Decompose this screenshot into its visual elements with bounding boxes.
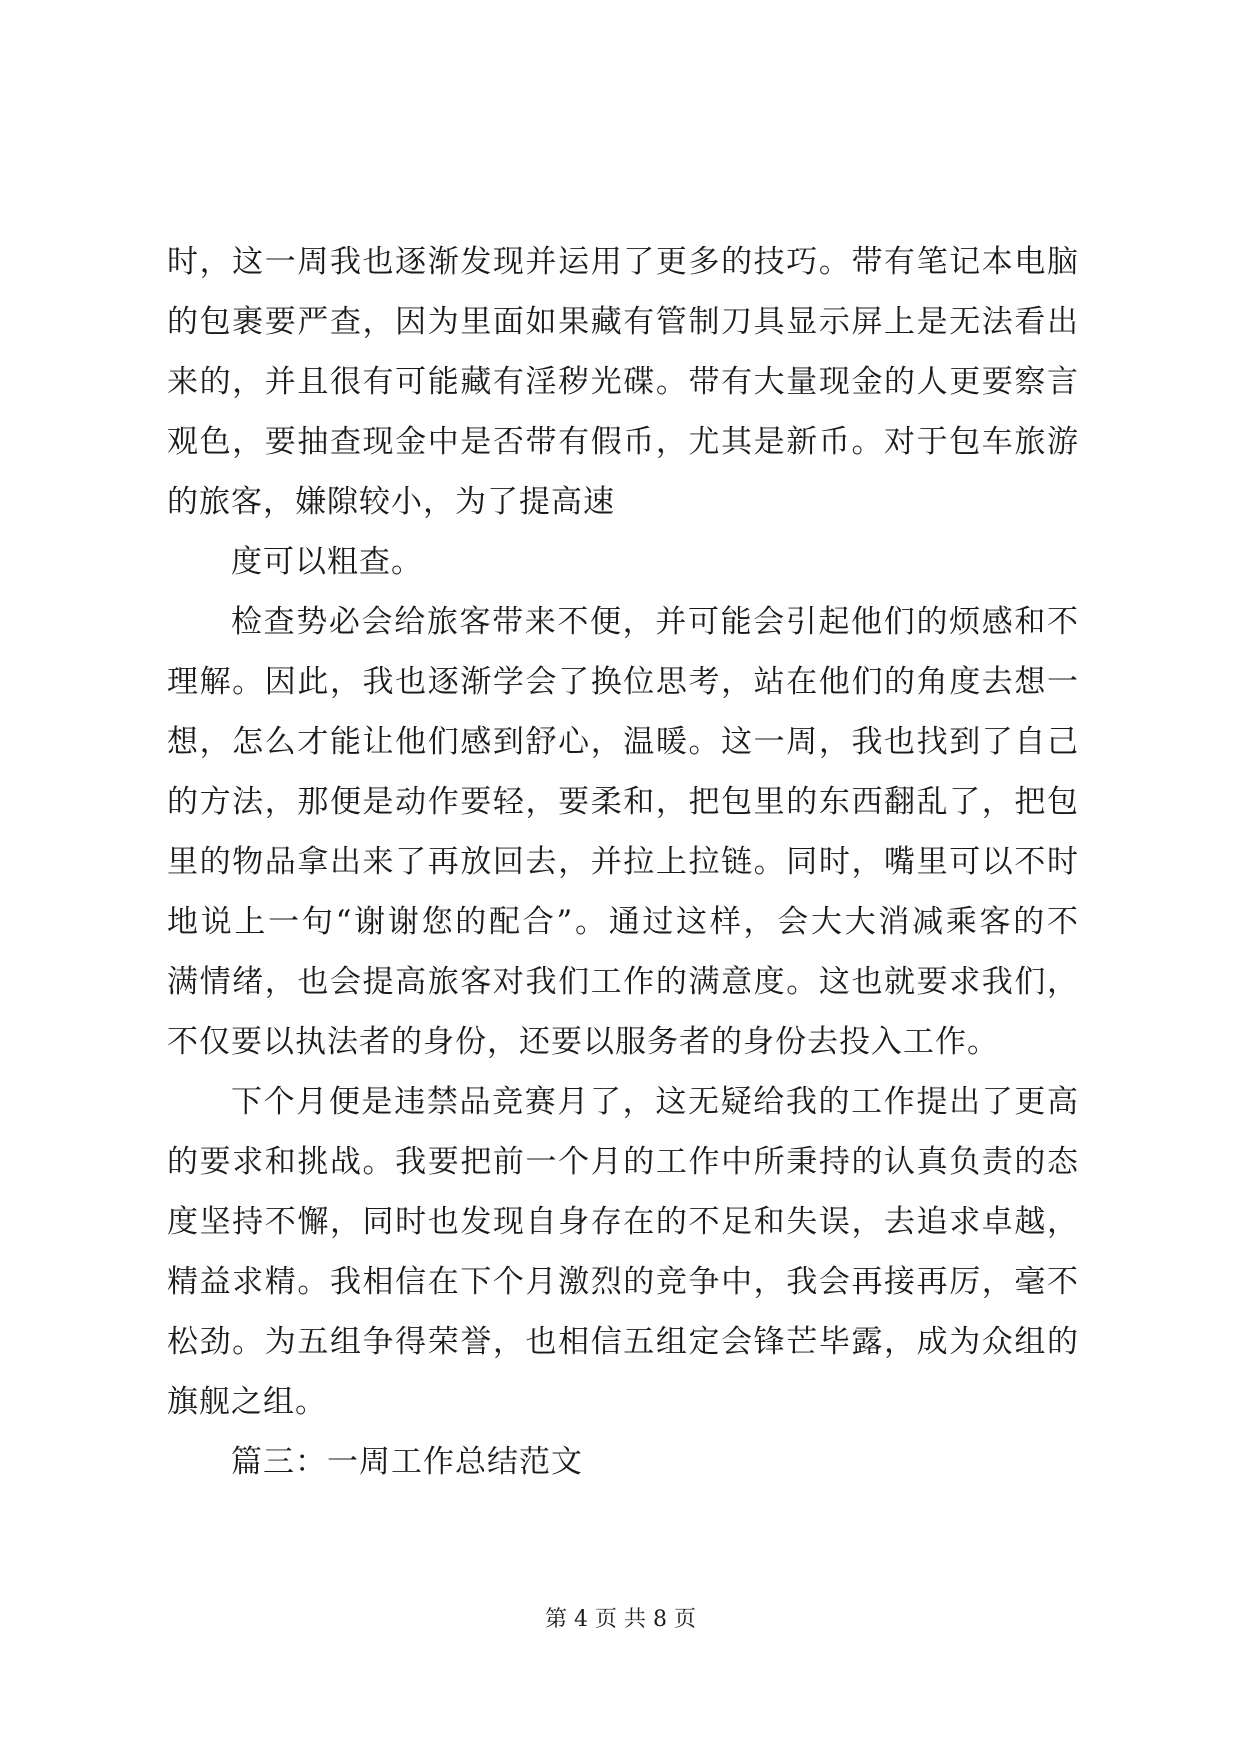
page-number: 第 4 页 共 8 页 bbox=[545, 1607, 696, 1632]
text-line: 观色，要抽查现金中是否带有假币，尤其是新币。对于包车旅游 bbox=[167, 424, 1079, 460]
text-line: 想，怎么才能让他们感到舒心，温暖。这一周，我也找到了自己 bbox=[167, 724, 1079, 760]
text-line: 理解。因此，我也逐渐学会了换位思考，站在他们的角度去想一 bbox=[167, 664, 1079, 700]
text-line: 松劲。为五组争得荣誉，也相信五组定会锋芒毕露，成为众组的 bbox=[167, 1324, 1079, 1360]
text-line: 来的，并且很有可能藏有淫秽光碟。带有大量现金的人更要察言 bbox=[167, 364, 1079, 400]
text-line: 的包裹要严查，因为里面如果藏有管制刀具显示屏上是无法看出 bbox=[167, 304, 1079, 340]
document-body bbox=[167, 232, 1079, 1492]
text-line: 度可以粗查。 bbox=[231, 544, 423, 580]
text-line: 不仅要以执法者的身份，还要以服务者的身份去投入工作。 bbox=[167, 1024, 999, 1060]
text-line: 检查势必会给旅客带来不便，并可能会引起他们的烦感和不 bbox=[231, 604, 1079, 640]
text-line: 旗舰之组。 bbox=[167, 1384, 327, 1420]
text-line: 度坚持不懈，同时也发现自身存在的不足和失误，去追求卓越， bbox=[167, 1204, 1079, 1240]
text-line: 的要求和挑战。我要把前一个月的工作中所秉持的认真负责的态 bbox=[167, 1144, 1079, 1180]
section-heading: 篇三：一周工作总结范文 bbox=[231, 1444, 583, 1480]
text-line: 满情绪，也会提高旅客对我们工作的满意度。这也就要求我们， bbox=[167, 964, 1079, 1000]
page-footer bbox=[0, 1605, 1241, 1635]
text-line: 时，这一周我也逐渐发现并运用了更多的技巧。带有笔记本电脑 bbox=[167, 244, 1079, 280]
text-line: 下个月便是违禁品竞赛月了，这无疑给我的工作提出了更高 bbox=[231, 1084, 1079, 1120]
text-line: 精益求精。我相信在下个月激烈的竞争中，我会再接再厉，毫不 bbox=[167, 1264, 1079, 1300]
text-line: 的方法，那便是动作要轻，要柔和，把包里的东西翻乱了，把包 bbox=[167, 784, 1079, 820]
text-line: 里的物品拿出来了再放回去，并拉上拉链。同时，嘴里可以不时 bbox=[167, 844, 1079, 880]
text-line: 地说上一句“谢谢您的配合”。通过这样，会大大消减乘客的不 bbox=[167, 904, 1079, 940]
text-line: 的旅客，嫌隙较小，为了提高速 bbox=[167, 484, 615, 520]
